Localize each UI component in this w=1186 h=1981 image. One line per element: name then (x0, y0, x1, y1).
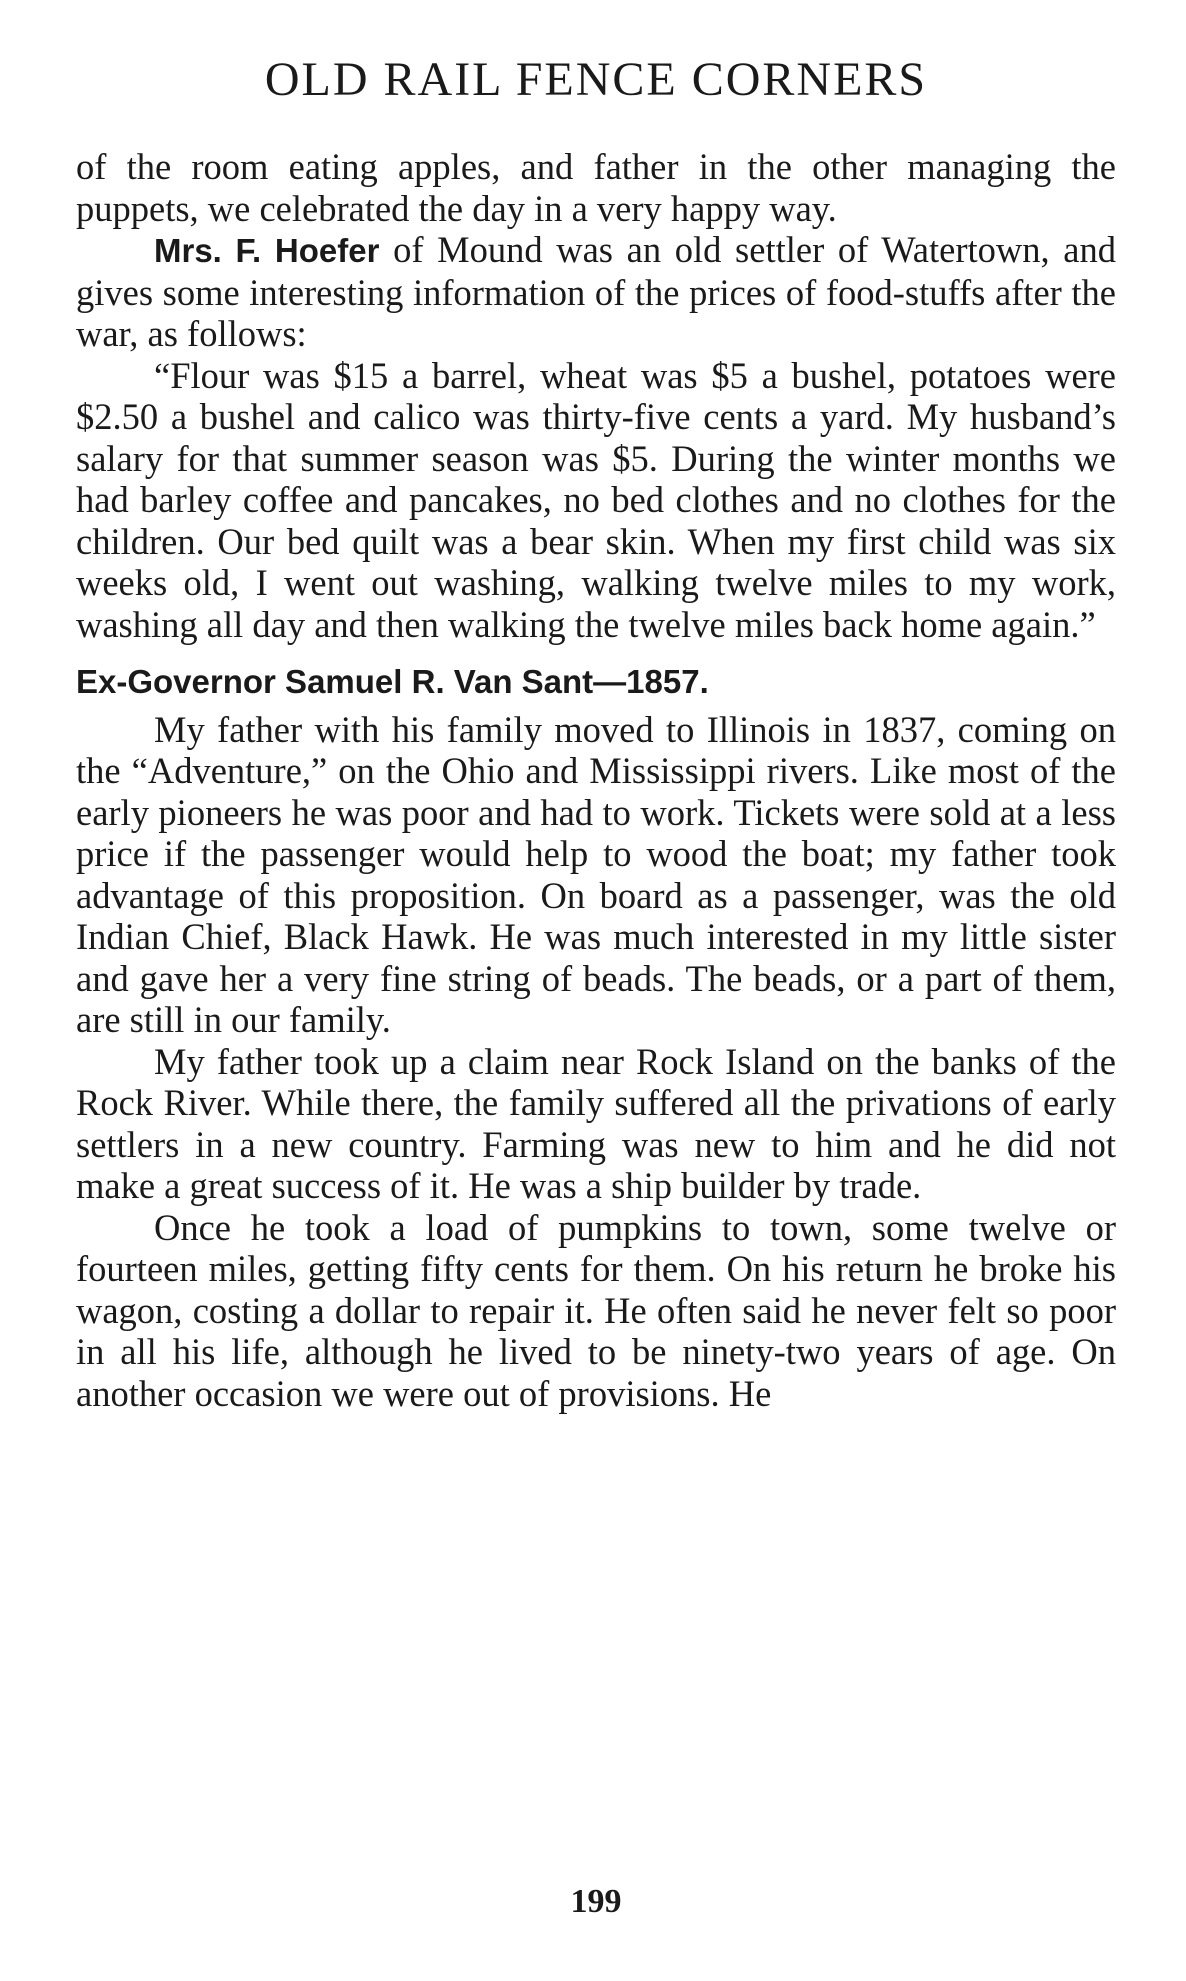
paragraph-hoefer (76, 229, 1116, 355)
paragraph-van-sant-3: Once he took a load of pumpkins to town, some twelve or fourteen miles, getting fifty cents for them. On his return he broke his wagon, costing a dollar to repair it. He often said he never felt so poor in all his life, although he lived to be ninety-two years of age. On another occasion we were out of provisions. He (76, 1206, 1116, 1414)
paragraph-quote: “Flour was $15 a barrel, wheat was $5 a bushel, potatoes were $2.50 a bushel and calico was thirty-five cents a yard. My husband’s salary for that summer season was $5. During the winter months we had barley coffee and pancakes, no bed clothes and no clothes for the children. Our bed quilt was a bear skin. When my first child was six weeks old, I went out washing, walking twelve miles to my work, washing all day and then walking the twelve miles back home again.” (76, 354, 1116, 645)
paragraph-continuation: of the room eating apples, and father in the other managing the puppets, we celebrated the day in a very happy way. (76, 146, 1116, 229)
running-title: OLD RAIL FENCE CORNERS (264, 53, 928, 106)
section-heading: Ex-Governor Samuel R. Van Sant—1857. (76, 663, 709, 700)
speaker-name: Mrs. F. Hoefer (154, 232, 380, 269)
paragraph-text: of Mound was an old settler of Watertown, and gives some interesting information of the prices of food-stuffs after the war, as follows: (76, 229, 1116, 354)
paragraph-van-sant-1: My father with his family moved to Illinois in 1837, coming on the “Adventure,” on the Ohio and Mississippi rivers. Like most of the early pioneers he was poor and had to work. Tickets were sold at a less price if the passenger would help to wood the boat; my father took advantage of this proposition. On board as a passenger, was the old Indian Chief, Black Hawk. He was much interested in my little sister and gave her a very fine string of beads. The beads, or a part of them, are still in our family. (76, 708, 1116, 1040)
book-page (76, 0, 1116, 1981)
paragraph-van-sant-2: My father took up a claim near Rock Island on the banks of the Rock River. While there, the family suffered all the privations of early settlers in a new country. Farming was new to him and he did not make a great success of it. He was a ship builder by trade. (76, 1040, 1116, 1206)
page-body (76, 146, 1116, 1414)
page-number: 199 (570, 1883, 622, 1920)
